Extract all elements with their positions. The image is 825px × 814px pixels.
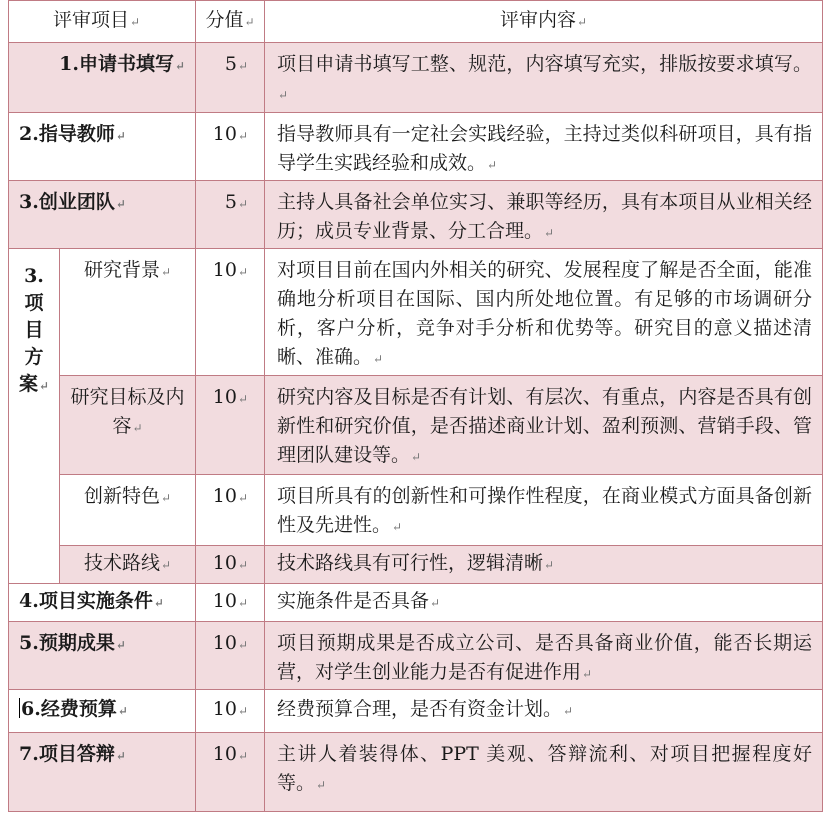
paragraph-mark-icon: ↵ [117, 704, 128, 718]
paragraph-mark-icon: ↵ [237, 596, 249, 610]
header-score-label: 分值 [205, 9, 244, 31]
content-text: 经费预算合理，是否有资金计划。 [277, 698, 563, 720]
item-label: 研究背景 [83, 259, 160, 281]
paragraph-mark-icon: ↵ [237, 704, 249, 718]
group-label [13, 263, 55, 400]
header-score-cell [196, 1, 265, 43]
header-content-cell [265, 1, 823, 43]
item-label: 4.项目实施条件 [19, 590, 153, 612]
group-label-char: 3. [24, 265, 44, 287]
content-text: 主讲人着装得体、PPT 美观、答辩流利、对项目把握程度好等。 [277, 743, 813, 794]
content-cell [265, 113, 823, 181]
paragraph-mark-icon: ↵ [115, 749, 126, 763]
content-cell [265, 181, 823, 249]
table-row [9, 622, 823, 690]
item-cell [9, 690, 196, 733]
score-value: 10 [212, 259, 237, 281]
paragraph-mark-icon: ↵ [174, 59, 186, 73]
paragraph-mark-icon: ↵ [411, 450, 422, 464]
item-label: 技术路线 [83, 552, 160, 574]
item-cell [9, 113, 196, 181]
paragraph-mark-icon: ↵ [115, 129, 126, 143]
score-cell [196, 376, 265, 475]
item-label: 研究目标及内容 [70, 386, 185, 437]
paragraph-mark-icon: ↵ [487, 158, 498, 172]
paragraph-mark-icon: ↵ [237, 129, 249, 143]
item-label: 1.申请书填写 [59, 53, 174, 75]
paragraph-mark-icon: ↵ [576, 15, 588, 29]
table-row [9, 584, 823, 622]
item-label: 7.项目答辩 [19, 743, 115, 765]
paragraph-mark-icon: ↵ [237, 491, 249, 505]
table-header-row [9, 1, 823, 43]
paragraph-mark-icon: ↵ [392, 520, 403, 534]
header-item-label: 评审项目 [53, 9, 130, 31]
score-value: 5 [224, 53, 237, 75]
content-text: 项目申请书填写工整、规范，内容填写充实，排版按要求填写。 [277, 53, 813, 75]
content-cell [265, 43, 823, 113]
table-row [9, 43, 823, 113]
item-cell [60, 249, 196, 376]
paragraph-mark-icon: ↵ [237, 265, 249, 279]
item-cell [60, 475, 196, 546]
item-cell [60, 546, 196, 584]
item-label: 创新特色 [83, 485, 160, 507]
content-text: 主持人具备社会单位实习、兼职等经历，具有本项目从业相关经历；成员专业背景、分工合理。 [277, 191, 813, 242]
table-row [9, 249, 823, 376]
score-cell [196, 584, 265, 622]
item-cell [9, 584, 196, 622]
score-value: 10 [212, 632, 237, 654]
paragraph-mark-icon: ↵ [563, 704, 574, 718]
paragraph-mark-icon: ↵ [115, 638, 126, 652]
paragraph-mark-icon: ↵ [132, 421, 143, 435]
score-value: 5 [224, 191, 237, 213]
score-cell [196, 690, 265, 733]
score-value: 10 [212, 386, 237, 408]
table-row [9, 113, 823, 181]
item-cell [9, 181, 196, 249]
group-label-char: 目 [24, 319, 44, 341]
score-cell [196, 43, 265, 113]
score-value: 10 [212, 698, 237, 720]
score-value: 10 [212, 552, 237, 574]
paragraph-mark-icon: ↵ [237, 392, 249, 406]
score-cell [196, 181, 265, 249]
item-cell [9, 622, 196, 690]
table-row [9, 690, 823, 733]
content-text: 实施条件是否具备 [277, 590, 430, 612]
group-label-char: 方 [24, 346, 44, 368]
group-label-cell [9, 249, 60, 584]
evaluation-table [8, 0, 823, 812]
paragraph-mark-icon: ↵ [153, 596, 164, 610]
item-label: 5.预期成果 [19, 632, 115, 654]
paragraph-mark-icon: ↵ [38, 379, 50, 393]
content-cell [265, 249, 823, 376]
paragraph-mark-icon: ↵ [278, 88, 289, 102]
text-cursor [19, 698, 20, 718]
table-row [9, 546, 823, 584]
paragraph-mark-icon: ↵ [582, 667, 593, 681]
score-value: 10 [212, 123, 237, 145]
paragraph-mark-icon: ↵ [115, 197, 126, 211]
paragraph-mark-icon: ↵ [160, 265, 172, 279]
paragraph-mark-icon: ↵ [237, 749, 249, 763]
score-cell [196, 733, 265, 812]
table-row [9, 733, 823, 812]
content-cell [265, 690, 823, 733]
content-text: 研究内容及目标是否有计划、有层次、有重点，内容是否具有创新性和研究价值，是否描述商业计划、盈利预测、营销手段、管理团队建设等。 [277, 386, 813, 466]
score-value: 10 [212, 743, 237, 765]
content-cell [265, 475, 823, 546]
content-cell [265, 546, 823, 584]
content-text: 项目预期成果是否成立公司、是否具备商业价值，能否长期运营，对学生创业能力是否有促进作用 [277, 632, 813, 683]
paragraph-mark-icon: ↵ [160, 491, 172, 505]
paragraph-mark-icon: ↵ [544, 226, 555, 240]
content-text: 对项目目前在国内外相关的研究、发展程度了解是否全面，能准确地分析项目在国际、国内所处地位置。有足够的市场调研分析，客户分析，竞争对手分析和优势等。研究目的意义描述清晰、准确。 [277, 259, 813, 368]
score-cell [196, 113, 265, 181]
score-cell [196, 475, 265, 546]
item-label: 6.经费预算 [21, 698, 117, 720]
paragraph-mark-icon: ↵ [316, 778, 327, 792]
score-value: 10 [212, 485, 237, 507]
group-label-char: 案↵ [18, 373, 50, 395]
item-label: 3.创业团队 [19, 191, 115, 213]
score-cell [196, 622, 265, 690]
paragraph-mark-icon: ↵ [430, 596, 441, 610]
group-label-char: 项 [24, 292, 44, 314]
table-row [9, 181, 823, 249]
paragraph-mark-icon: ↵ [237, 197, 249, 211]
content-text: 项目所具有的创新性和可操作性程度，在商业模式方面具备创新性及先进性。 [277, 485, 813, 536]
paragraph-mark-icon: ↵ [237, 558, 249, 572]
item-cell [9, 733, 196, 812]
item-label: 2.指导教师 [19, 123, 115, 145]
score-cell [196, 249, 265, 376]
item-cell [9, 43, 196, 113]
paragraph-mark-icon: ↵ [130, 15, 141, 29]
score-cell [196, 546, 265, 584]
paragraph-mark-icon: ↵ [237, 638, 249, 652]
paragraph-mark-icon: ↵ [244, 15, 255, 29]
paragraph-mark-icon: ↵ [160, 558, 172, 572]
table-row [9, 475, 823, 546]
content-text: 指导教师具有一定社会实践经验，主持过类似科研项目，具有指导学生实践经验和成效。 [277, 123, 813, 174]
paragraph-mark-icon: ↵ [373, 352, 384, 366]
paragraph-mark-icon: ↵ [544, 558, 555, 572]
header-item-cell [9, 1, 196, 43]
content-cell [265, 622, 823, 690]
score-value: 10 [212, 590, 237, 612]
content-cell [265, 733, 823, 812]
content-text: 技术路线具有可行性，逻辑清晰 [277, 552, 544, 574]
header-content-label: 评审内容 [499, 9, 576, 31]
table-row [9, 376, 823, 475]
content-cell [265, 584, 823, 622]
item-cell [60, 376, 196, 475]
content-cell [265, 376, 823, 475]
paragraph-mark-icon: ↵ [237, 59, 249, 73]
